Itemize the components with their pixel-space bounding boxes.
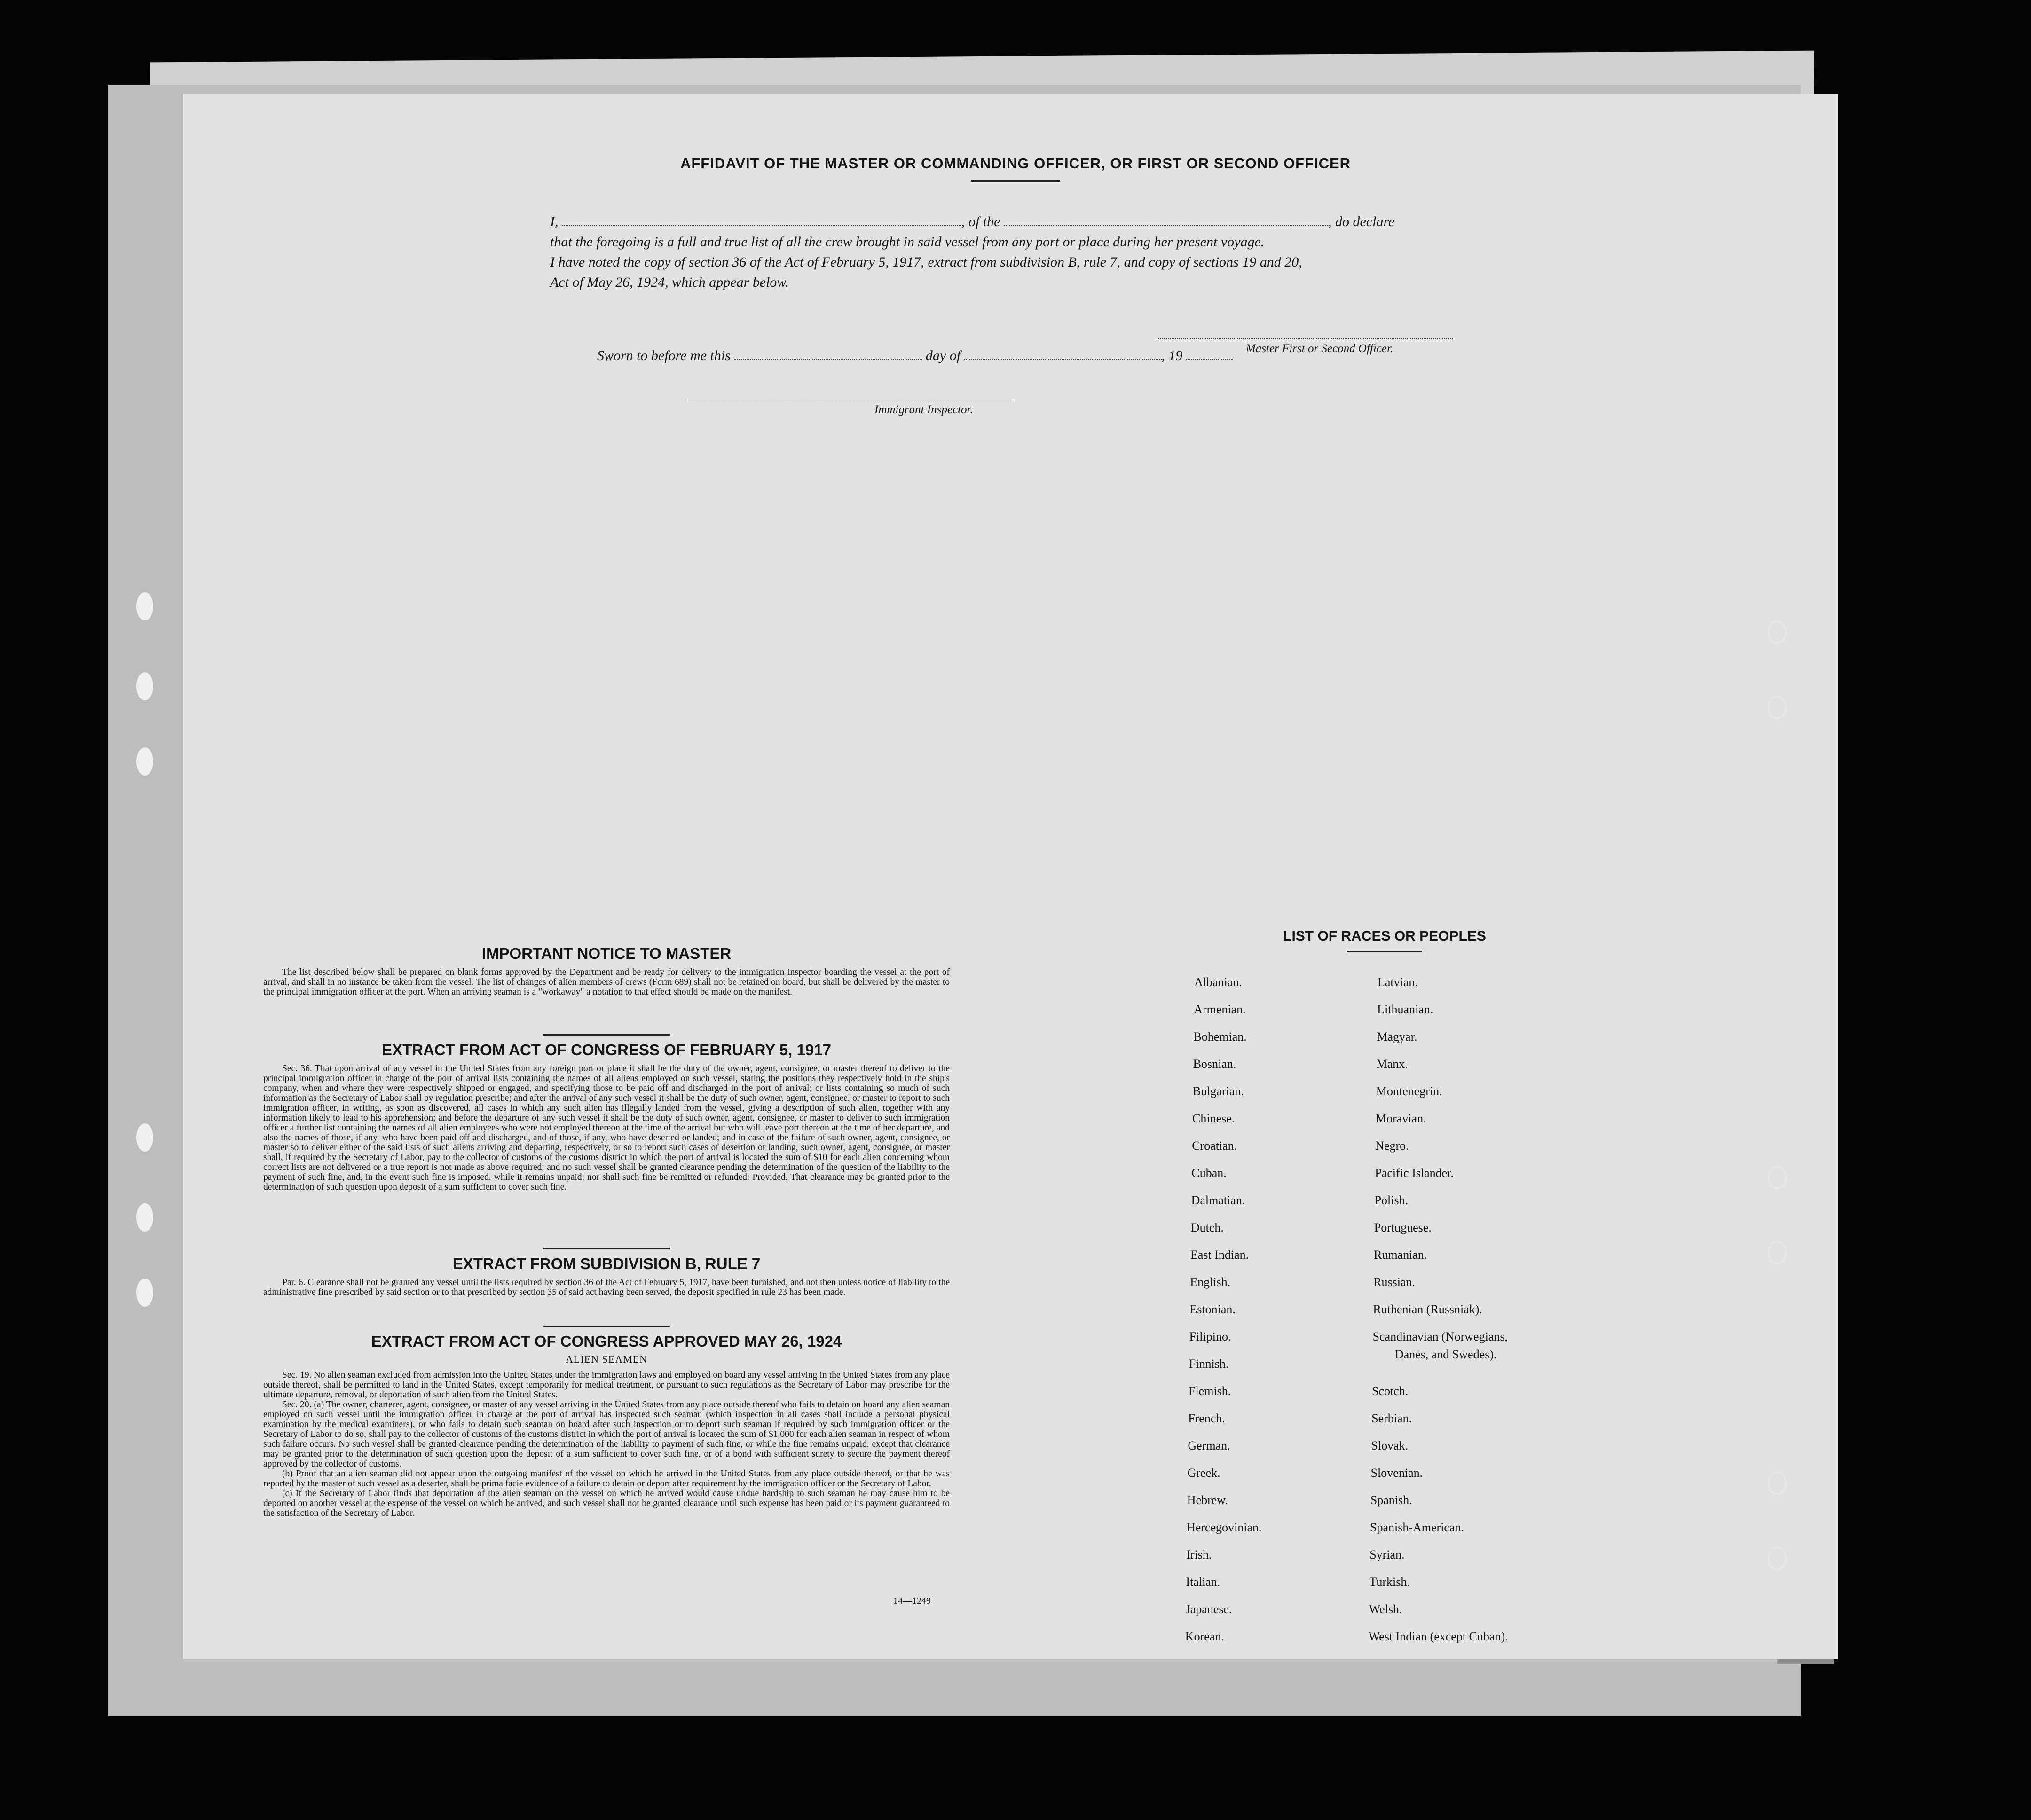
race-item: Lithuanian.	[1377, 1003, 1433, 1016]
form-code: 14—1249	[893, 1596, 931, 1606]
race-item: Syrian.	[1370, 1548, 1405, 1561]
vessel-blank[interactable]	[1004, 220, 1328, 226]
race-item: Estonian.	[1189, 1302, 1236, 1316]
race-item: Serbian.	[1371, 1412, 1412, 1425]
race-item: Rumanian.	[1374, 1248, 1427, 1262]
race-item: Bosnian.	[1193, 1057, 1236, 1071]
inspector-signature-blank[interactable]	[686, 395, 1016, 400]
extract-1917-title: EXTRACT FROM ACT OF CONGRESS OF FEBRUARY 5, 1917	[382, 1041, 831, 1059]
race-item: Danes, and Swedes).	[1394, 1348, 1497, 1361]
sec-20c: (c) If the Secretary of Labor finds that deportation of the alien seaman on the vessel on which he arrived would cause undue hardship to such seaman he may cause him to be deported on another vessel at the expense of the vessel on which he arrived, and such vessel shall not be granted clearance until such expense has been paid or its payment guaranteed to the satisfaction of the Secretary of Labor.	[263, 1489, 950, 1518]
ring-mark	[1768, 620, 1787, 644]
race-item: Japanese.	[1185, 1602, 1232, 1616]
ring-mark	[1768, 696, 1787, 719]
race-item: Slovak.	[1371, 1439, 1409, 1452]
races-section	[1185, 928, 1584, 1643]
master-label: Master First or Second Officer.	[1246, 342, 1393, 355]
extract-1917-section	[263, 1034, 950, 1192]
divider	[543, 1034, 670, 1036]
affidavit-block	[550, 155, 1481, 416]
race-item: Spanish-American.	[1370, 1521, 1464, 1534]
extract-1924-title: EXTRACT FROM ACT OF CONGRESS APPROVED MAY 26, 1924	[371, 1333, 842, 1350]
affidavit-i: I,	[550, 214, 559, 229]
divider	[1347, 951, 1422, 952]
ring-mark	[1768, 1241, 1787, 1264]
race-item: Slovenian.	[1370, 1466, 1423, 1480]
affidavit-of-the: , of the	[961, 214, 1000, 229]
race-item: Pacific Islander.	[1375, 1166, 1454, 1180]
sec-19: Sec. 19. No alien seaman excluded from admission into the United States under the immigration laws and employed on board any vessel arriving in the United States from any place outside thereof, shall be permitted to land in the United States, except temporarily for medical treatment, or pursuant to such regulations as the Secretary of Labor may prescribe for the ultimate departure, removal, or deportation of such alien from the United States.	[263, 1370, 950, 1400]
race-item: Scandinavian (Norwegians,	[1372, 1330, 1508, 1343]
divider	[543, 1326, 670, 1327]
sworn-year-blank[interactable]	[1186, 354, 1233, 360]
races-title: LIST OF RACES OR PEOPLES	[1283, 928, 1486, 944]
sworn-line: Sworn to before me this day of , 19	[597, 348, 1233, 364]
master-signature-blank[interactable]	[1157, 334, 1453, 339]
punch-hole	[136, 747, 153, 776]
affidavit-line: I have noted the copy of section 36 of the Act of February 5, 1917, extract from subdivision B, rule 7, and copy of sections 19 and 20,	[550, 254, 1302, 270]
race-item: Russian.	[1373, 1275, 1416, 1289]
sworn-day-blank[interactable]	[734, 354, 922, 360]
punch-hole	[136, 1279, 153, 1307]
sworn-month-blank[interactable]	[964, 354, 1162, 360]
inspector-label: Immigrant Inspector.	[874, 403, 973, 416]
race-item: Bohemian.	[1193, 1030, 1247, 1043]
race-item: Chinese.	[1192, 1112, 1235, 1125]
race-item: West Indian (except Cuban).	[1368, 1630, 1508, 1643]
affidavit-text	[550, 212, 1472, 292]
extract-1924-subtitle: ALIEN SEAMEN	[566, 1353, 647, 1365]
race-item: East Indian.	[1190, 1248, 1249, 1262]
race-item: Dalmatian.	[1191, 1193, 1245, 1207]
race-item: Welsh.	[1369, 1602, 1402, 1616]
race-item: Filipino.	[1189, 1330, 1231, 1343]
divider	[543, 1248, 670, 1249]
race-item: Montenegrin.	[1376, 1084, 1442, 1098]
affidavit-title: AFFIDAVIT OF THE MASTER OR COMMANDING OFFICER, OR FIRST OR SECOND OFFICER	[680, 155, 1351, 172]
race-item: Manx.	[1376, 1057, 1408, 1071]
race-item: French.	[1188, 1412, 1225, 1425]
affidavit-line: Act of May 26, 1924, which appear below.	[550, 275, 789, 290]
extract-rule7-section	[263, 1248, 950, 1297]
sec-20b: (b) Proof that an alien seaman did not appear upon the outgoing manifest of the vessel on which he arrived in the United States from any place outside thereof, or that he was reported by the master of such vessel as a deserter, shall be prima facie evidence of a failure to detain or deport after requirement by the immigration officer or the Secretary of Labor.	[263, 1469, 950, 1489]
notice-section	[263, 945, 950, 997]
race-item: German.	[1188, 1439, 1230, 1452]
race-item: Armenian.	[1194, 1003, 1246, 1016]
race-item: Scotch.	[1372, 1384, 1409, 1398]
race-item: Polish.	[1374, 1193, 1409, 1207]
race-item: Flemish.	[1189, 1384, 1231, 1398]
ring-mark	[1768, 1166, 1787, 1189]
extract-rule7-title: EXTRACT FROM SUBDIVISION B, RULE 7	[452, 1255, 761, 1272]
ring-mark	[1768, 1471, 1787, 1495]
race-item: Cuban.	[1191, 1166, 1227, 1180]
sec-20a: Sec. 20. (a) The owner, charterer, agent, consignee, or master of any vessel arriving in the United States from any place outside thereof who fails to detain on board any alien seaman employed on such vessel until the immigration officer in charge at the port of arrival has inspected such seaman (which inspection in all cases shall include a personal physical examination by the medical examiners), or who fails to detain such seaman on board after such inspection or to deport such seaman if required by such immigration officer or the Secretary of Labor to do so, shall pay to the collector of customs of the customs district in which the port of arrival is located the sum of $1,000 for each alien seaman in respect of whom such failure occurs. No such vessel shall be granted clearance pending the determination of the liability to payment of such fine, or while the fine remains unpaid, except that clearance may be granted prior to the determination of such question upon the deposit of a sum sufficient to cover such fine, or of a bond with sufficient surety to secure the payment thereof approved by the collector of customs.	[263, 1400, 950, 1469]
punch-hole	[136, 592, 153, 620]
race-item: Ruthenian (Russniak).	[1373, 1302, 1482, 1316]
race-item: Finnish.	[1189, 1357, 1229, 1371]
race-item: Negro.	[1375, 1139, 1409, 1153]
race-item: Bulgarian.	[1192, 1084, 1244, 1098]
race-item: Hebrew.	[1187, 1493, 1228, 1507]
punch-hole	[136, 1203, 153, 1232]
name-blank[interactable]	[562, 220, 961, 226]
punch-hole	[136, 1123, 153, 1152]
race-item: Italian.	[1186, 1575, 1220, 1589]
race-item: Croatian.	[1192, 1139, 1237, 1153]
extract-1924-section	[263, 1326, 950, 1606]
race-item: Hercegovinian.	[1187, 1521, 1262, 1534]
race-item: Moravian.	[1376, 1112, 1426, 1125]
race-item: Korean.	[1185, 1630, 1224, 1643]
race-item: Albanian.	[1194, 975, 1242, 989]
race-item: Magyar.	[1377, 1030, 1417, 1043]
race-item: Turkish.	[1369, 1575, 1410, 1589]
extract-1917-body: Sec. 36. That upon arrival of any vessel in the United States from any foreign port or place it shall be the duty of the owner, agent, consignee, or master thereof to deliver to the principal immigration officer in charge of the port of arrival lists containing the names of all aliens employed on such vessel, stating the positions they respectively hold in the ship's company, when and where they were respectively shipped or engaged, and specifying those to be paid off and discharged in the port of arrival; or lists containing so much of such information as the Secretary of Labor shall by regulation prescribe; and after the arrival of any such vessel it shall be the duty of such owner, agent, consignee, or master to report to such immigration officer, in writing, as soon as discovered, all cases in which any such alien has illegally landed from the vessel, giving a description of such alien, together with any information likely to lead to his apprehension; and before the departure of any such vessel it shall be the duty of such owner, agent, consignee, or master to deliver to such immigration officer a further list containing the names of all alien employees who were not employed thereon at the time of the arrival but who will leave port thereon at the time of her departure, and also the names of those, if any, who have been paid off and discharged, and of those, if any, who have deserted or landed; and in case of the failure of such owner, agent, consignee, or master so to deliver either of the said lists of such aliens arriving and departing, respectively, or so to report such cases of desertion or landing, such owner, agent, consignee, or master shall, if required by the Secretary of Labor, pay to the collector of customs of the customs district in which the port of arrival is located the sum of $10 for each alien concerning whom correct lists are not delivered or a true report is not made as above required; and no such vessel shall be granted clearance pending the determination of the question of the liability to the payment of such fine, and, in the event such fine is imposed, while it remains unpaid; nor shall such fine be remitted or refunded: Provided, That clearance may be granted prior to the determination of such question upon deposit of a sum sufficient to cover such fine.	[263, 1064, 950, 1192]
divider	[971, 180, 1060, 182]
race-item: Greek.	[1187, 1466, 1220, 1480]
race-item: Latvian.	[1378, 975, 1418, 989]
punch-hole	[136, 672, 153, 700]
race-item: English.	[1190, 1275, 1231, 1289]
ring-mark	[1768, 1546, 1787, 1570]
affidavit-do-declare: , do declare	[1328, 214, 1395, 229]
notice-body: The list described below shall be prepared on blank forms approved by the Department and be ready for delivery to the immigration inspector boarding the vessel at the port of arrival, and shall in no instance be taken from the vessel. The list of changes of alien members of crews (Form 689) shall not be retained on board, but shall be delivered by the master to the principal immigration officer at the port. When an arriving seaman is a "workaway" a notation to that effect should be made on the manifest.	[263, 967, 950, 997]
race-item: Dutch.	[1190, 1221, 1224, 1234]
race-item: Irish.	[1186, 1548, 1212, 1561]
extract-1924-body	[263, 1370, 950, 1518]
affidavit-line: that the foregoing is a full and true list of all the crew brought in said vessel from any port or place during her present voyage.	[550, 234, 1265, 250]
race-item: Portuguese.	[1374, 1221, 1432, 1234]
extract-rule7-body: Par. 6. Clearance shall not be granted any vessel until the lists required by section 36 of the Act of February 5, 1917, have been furnished, and not then unless notice of liability to the administrative fine prescribed by said section or to that prescribed by section 35 of said act having been served, the deposit specified in rule 23 has been made.	[263, 1278, 950, 1297]
race-item: Spanish.	[1370, 1493, 1412, 1507]
notice-title: IMPORTANT NOTICE TO MASTER	[481, 945, 732, 962]
